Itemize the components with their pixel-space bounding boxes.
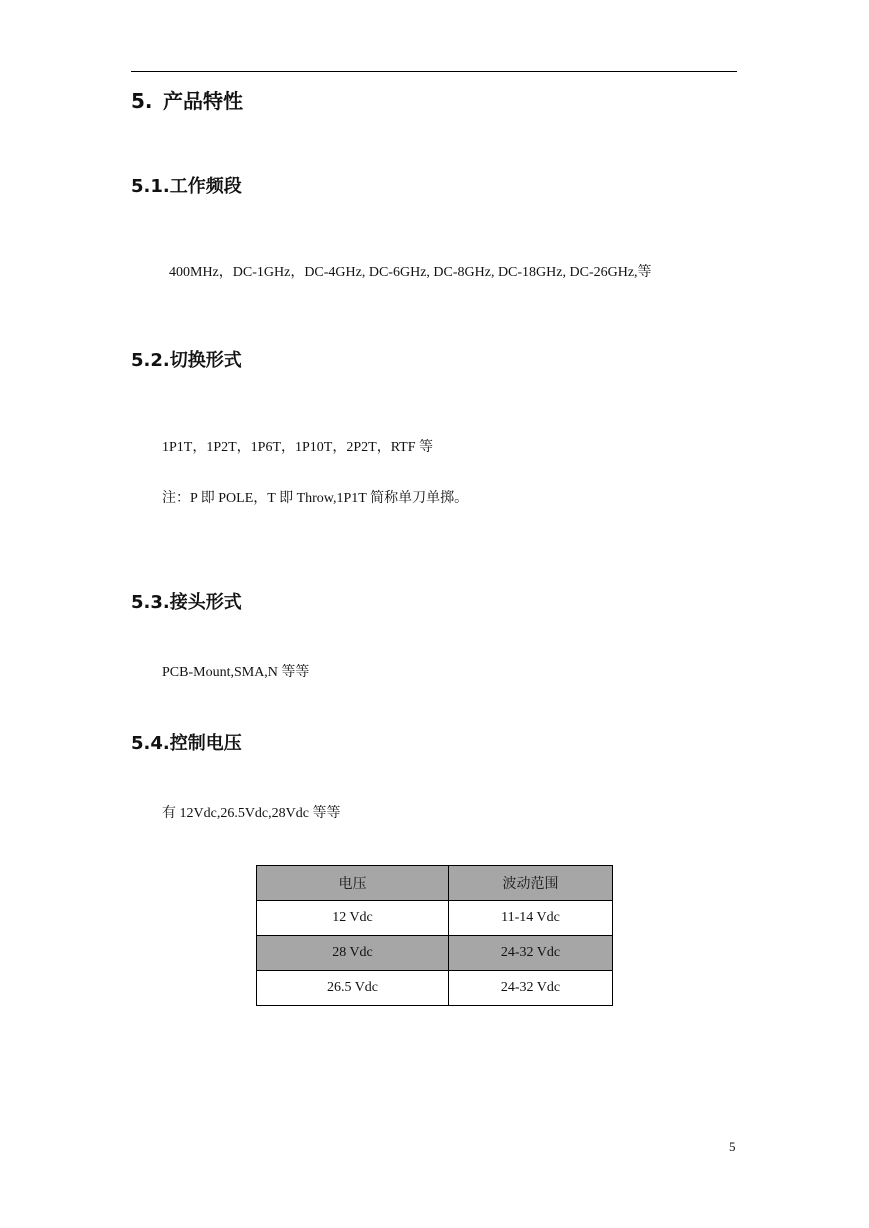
table-cell: 12 Vdc [257,901,449,936]
table-cell: 24-32 Vdc [449,936,613,971]
section-title: 产品特性 [163,89,243,113]
switch-type-text: 1P1T，1P2T，1P6T，1P10T，2P2T，RTF 等 [162,440,434,455]
table-row [257,936,613,971]
subsection-heading-5-4: 5.4.控制电压 [131,733,242,754]
table-row [257,901,613,936]
header-rule [131,71,737,72]
section-number: 5. [131,89,153,113]
switch-type-note: 注：P 即 POLE，T 即 Throw,1P1T 简称单刀单掷。 [162,491,469,506]
table-cell: 11-14 Vdc [449,901,613,936]
table-cell: 26.5 Vdc [257,971,449,1006]
frequency-band-text: 400MHz，DC-1GHz，DC-4GHz, DC-6GHz, DC-8GHz, DC-18GHz, DC-26GHz,等 [169,265,652,280]
subsection-heading-5-2: 5.2.切换形式 [131,350,242,371]
connector-type-text: PCB-Mount,SMA,N 等等 [162,665,310,680]
table-cell: 28 Vdc [257,936,449,971]
table-header-row [257,866,613,901]
subsection-heading-5-3: 5.3.接头形式 [131,592,242,613]
control-voltage-text: 有 12Vdc,26.5Vdc,28Vdc 等等 [162,806,341,821]
voltage-table [256,865,613,1006]
section-heading [131,86,243,116]
page-number: 5 [729,1139,736,1154]
subsection-heading-5-1: 5.1.工作频段 [131,176,242,197]
table-row [257,971,613,1006]
table-cell: 24-32 Vdc [449,971,613,1006]
table-header-cell: 波动范围 [449,866,613,901]
table-header-cell: 电压 [257,866,449,901]
